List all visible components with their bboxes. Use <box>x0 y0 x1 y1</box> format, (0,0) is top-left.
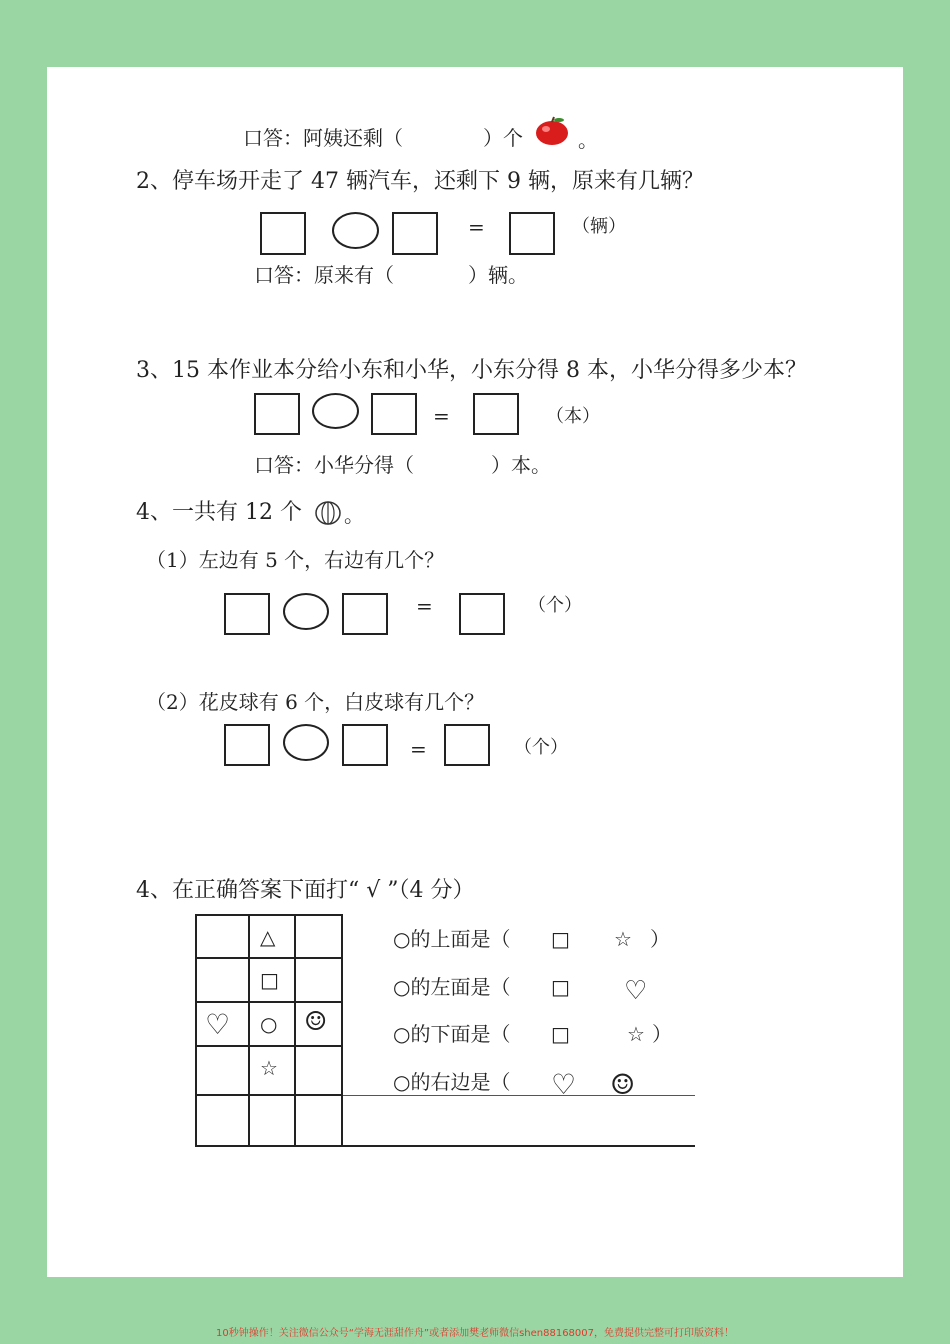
option-above-a[interactable]: □ <box>551 927 570 951</box>
q4b-operator-oval[interactable] <box>283 724 329 761</box>
smile-icon: ☺ <box>304 1007 328 1037</box>
q4b-box-2[interactable] <box>342 724 388 766</box>
q5-question: 4、在正确答案下面打“ √ ”（4 分） <box>136 878 475 903</box>
option-right-prefix: ○的右边是（ <box>393 1070 511 1094</box>
q3-question: 3、15 本作业本分给小东和小华，小东分得 8 本，小华分得多少本？ <box>136 358 807 383</box>
option-left-b[interactable]: ♡ <box>624 976 648 1006</box>
q4a-box-2[interactable] <box>342 593 388 635</box>
circle-icon: ○ <box>260 1012 278 1036</box>
q4b-box-result[interactable] <box>444 724 490 766</box>
q3-unit: （本） <box>546 406 600 427</box>
q4a-equals: = <box>416 594 433 618</box>
heart-icon: ♡ <box>205 1008 231 1041</box>
option-below-a[interactable]: □ <box>551 1022 570 1046</box>
q2-box-result[interactable] <box>509 212 555 255</box>
option-right-b[interactable]: ☺ <box>610 1068 636 1101</box>
option-left-a[interactable]: □ <box>551 975 570 999</box>
option-above-b[interactable]: ☆ <box>614 927 632 951</box>
q2-equals: = <box>468 215 485 239</box>
q2-answer-prefix: 口答：原来有（ <box>254 263 394 287</box>
q4a-box-result[interactable] <box>459 593 505 635</box>
q3-equals: = <box>433 404 450 428</box>
q3-answer-suffix: ）本。 <box>491 453 551 477</box>
q2-answer-suffix: ）辆。 <box>468 263 528 287</box>
q4-sub2: （2）花皮球有 6 个，白皮球有几个？ <box>146 690 485 714</box>
footer-notice: 10秒钟操作！关注微信公众号“学海无涯甜作舟”或者添加樊老师微信shen88168007，免费提供完整可打印版资料！ <box>215 1328 735 1339</box>
q4a-unit: （个） <box>528 595 582 616</box>
q4-sub1: （1）左边有 5 个，右边有几个？ <box>146 548 445 572</box>
square-icon: □ <box>260 968 279 992</box>
option-below-b[interactable]: ☆ <box>627 1022 645 1046</box>
q2-unit: （辆） <box>572 216 626 237</box>
q1-answer-prefix: 口答：阿姨还剩（ <box>243 126 403 150</box>
q2-box-2[interactable] <box>392 212 438 255</box>
option-below-prefix: ○的下面是（ <box>393 1022 511 1046</box>
q4a-box-1[interactable] <box>224 593 270 635</box>
q4b-box-1[interactable] <box>224 724 270 766</box>
q4a-operator-oval[interactable] <box>283 593 329 630</box>
apple-icon <box>534 116 574 148</box>
q2-box-1[interactable] <box>260 212 306 255</box>
q4-period: 。 <box>344 503 364 527</box>
q3-operator-oval[interactable] <box>312 393 359 429</box>
triangle-icon: △ <box>260 925 276 949</box>
option-right-a[interactable]: ♡ <box>551 1068 577 1101</box>
option-above-close: ） <box>650 927 670 951</box>
q4b-equals: = <box>410 737 427 761</box>
q1-period: 。 <box>578 128 598 152</box>
option-below-close: ） <box>652 1022 672 1046</box>
ball-icon <box>313 500 343 526</box>
q2-operator-oval[interactable] <box>332 212 379 249</box>
option-above-prefix: ○的上面是（ <box>393 927 511 951</box>
q3-box-1[interactable] <box>254 393 300 435</box>
answer-underline <box>343 1095 695 1096</box>
q1-answer-suffix: ）个 <box>483 126 523 150</box>
option-left-prefix: ○的左面是（ <box>393 975 511 999</box>
q2-question: 2、停车场开走了 47 辆汽车，还剩下 9 辆，原来有几辆？ <box>136 169 704 194</box>
q3-box-2[interactable] <box>371 393 417 435</box>
q3-box-result[interactable] <box>473 393 519 435</box>
q3-answer-prefix: 口答：小华分得（ <box>254 453 414 477</box>
q4b-unit: （个） <box>514 737 568 758</box>
star-icon: ☆ <box>260 1056 278 1080</box>
q4-question: 4、一共有 12 个 <box>136 500 302 525</box>
